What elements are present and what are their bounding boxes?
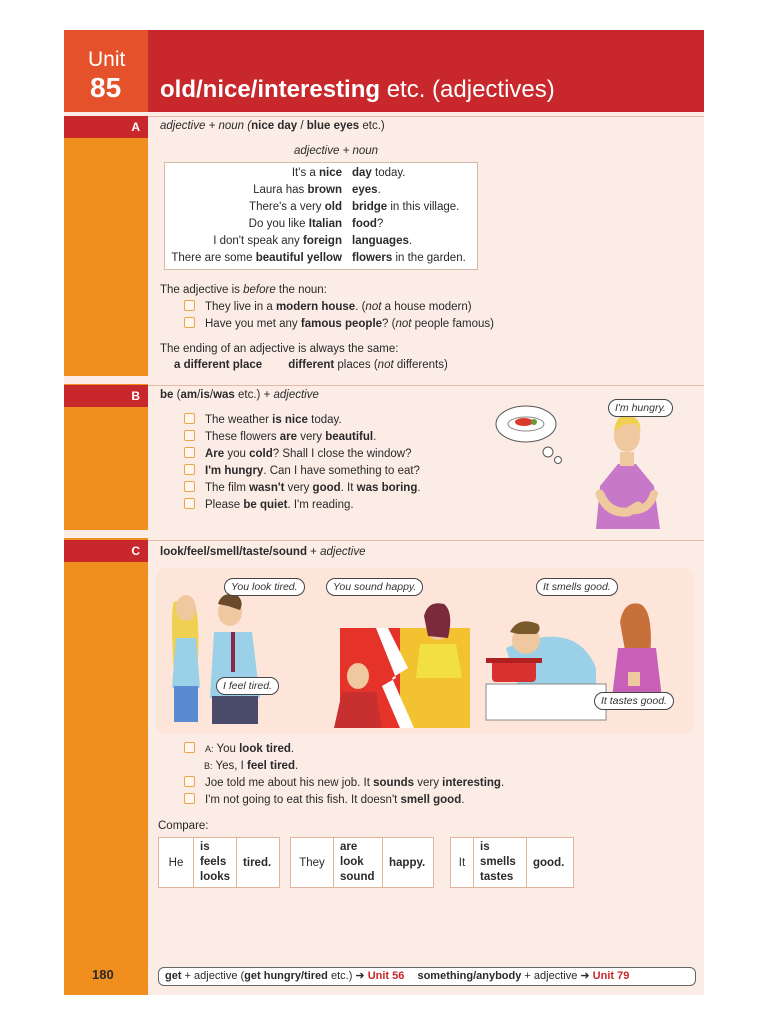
adjective-cell: good. [527, 838, 574, 888]
bullet-icon [184, 300, 195, 311]
arrow-icon: ➜ [580, 970, 590, 982]
bullet-icon [184, 447, 195, 458]
header-bar [148, 30, 704, 112]
speech-bubble: You sound happy. [326, 578, 423, 596]
speech-bubble: I'm hungry. [608, 399, 673, 417]
example-right: bridge in this village. [352, 201, 460, 213]
adjective-noun-label: adjective + noun [294, 145, 379, 157]
compare-label: Compare: [158, 820, 209, 832]
section-b-tab: B [64, 385, 148, 407]
bullet-icon [184, 793, 195, 804]
bullet-item: Please be quiet. I'm reading. [184, 498, 354, 512]
unit-56-link[interactable]: Unit 56 [367, 970, 405, 982]
compare-table-he [158, 837, 280, 888]
section-b-heading: be (am/is/was etc.) + adjective [160, 389, 319, 401]
adjective-cell: tired. [237, 838, 280, 888]
example-right: flowers in the garden. [352, 252, 466, 264]
verbs-cell: are look sound [334, 838, 383, 888]
bullet-icon [184, 317, 195, 328]
speech-bubble: It smells good. [536, 578, 618, 596]
example-left: Laura has brown [253, 184, 342, 196]
section-a-tab: A [64, 116, 148, 138]
divider [148, 116, 704, 117]
ending-note: The ending of an adjective is always the same: [160, 343, 399, 355]
section-c-tab: C [64, 540, 148, 562]
ending-example: a different place different places (not differents) [174, 359, 448, 371]
page [64, 30, 704, 995]
compare-table-it [450, 837, 574, 888]
bullet-item: I'm hungry. Can I have something to eat? [184, 464, 420, 478]
bullet-icon [184, 481, 195, 492]
speech-bubble: You look tired. [224, 578, 305, 596]
section-c-heading: look/feel/smell/taste/sound + adjective [160, 546, 366, 558]
subject-cell: He [159, 838, 194, 888]
divider [148, 540, 704, 541]
bullet-item: They live in a modern house. (not a house modern) [184, 300, 472, 314]
adjective-cell: happy. [383, 838, 434, 888]
spine-gap [64, 376, 148, 384]
spine-gap [64, 530, 148, 538]
example-left: I don't speak any foreign [213, 235, 342, 247]
unit-badge [64, 30, 148, 112]
unit-word: Unit [88, 48, 126, 71]
page-title: old/nice/interesting etc. (adjectives) [160, 76, 555, 103]
example-left: Do you like Italian [248, 218, 342, 230]
example-right: languages. [352, 235, 413, 247]
example-left: There's a very old [249, 201, 342, 213]
example-left: It's a nice [291, 167, 342, 179]
example-right: food? [352, 218, 384, 230]
bullet-icon [184, 413, 195, 424]
bullet-icon [184, 742, 195, 753]
subject-cell: They [291, 838, 334, 888]
verbs-cell: is smells tastes [474, 838, 527, 888]
before-note: The adjective is before the noun: [160, 284, 327, 296]
bullet-item: Are you cold? Shall I close the window? [184, 447, 411, 461]
side-spine [64, 30, 148, 995]
bullet-item: The film wasn't very good. It was boring. [184, 481, 421, 495]
example-right: day today. [352, 167, 406, 179]
arrow-icon: ➜ [355, 970, 365, 982]
bullet-item: Joe told me about his new job. It sounds very interesting. [184, 776, 504, 790]
subject-cell: It [451, 838, 474, 888]
example-right: eyes. [352, 184, 381, 196]
unit-number: 85 [90, 72, 122, 103]
verbs-cell: is feels looks [194, 838, 237, 888]
unit-79-link[interactable]: Unit 79 [592, 970, 630, 982]
divider [148, 385, 704, 386]
bullet-icon [184, 776, 195, 787]
section-a-heading: adjective + noun (nice day / blue eyes etc.) [160, 120, 385, 132]
page-number: 180 [92, 967, 114, 982]
example-left: There are some beautiful yellow [171, 252, 342, 264]
bullet-item: Have you met any famous people? (not people famous) [184, 317, 494, 331]
bullet-item: The weather is nice today. [184, 413, 342, 427]
bullet-icon [184, 430, 195, 441]
speech-bubble: I feel tired. [216, 677, 279, 695]
bullet-item: I'm not going to eat this fish. It doesn't smell good. [184, 793, 464, 807]
compare-table-they [290, 837, 434, 888]
bullet-icon [184, 464, 195, 475]
bullet-icon [184, 498, 195, 509]
dialogue-line: B: Yes, I feel tired. [204, 760, 299, 772]
bullet-item: A: You look tired. [184, 742, 294, 756]
cross-reference-box: get + adjective (get hungry/tired etc.) ➜ Unit 56 something/anybody + adjective ➜ Unit 79 [158, 967, 696, 986]
speech-bubble: It tastes good. [594, 692, 674, 710]
bullet-item: These flowers are very beautiful. [184, 430, 376, 444]
